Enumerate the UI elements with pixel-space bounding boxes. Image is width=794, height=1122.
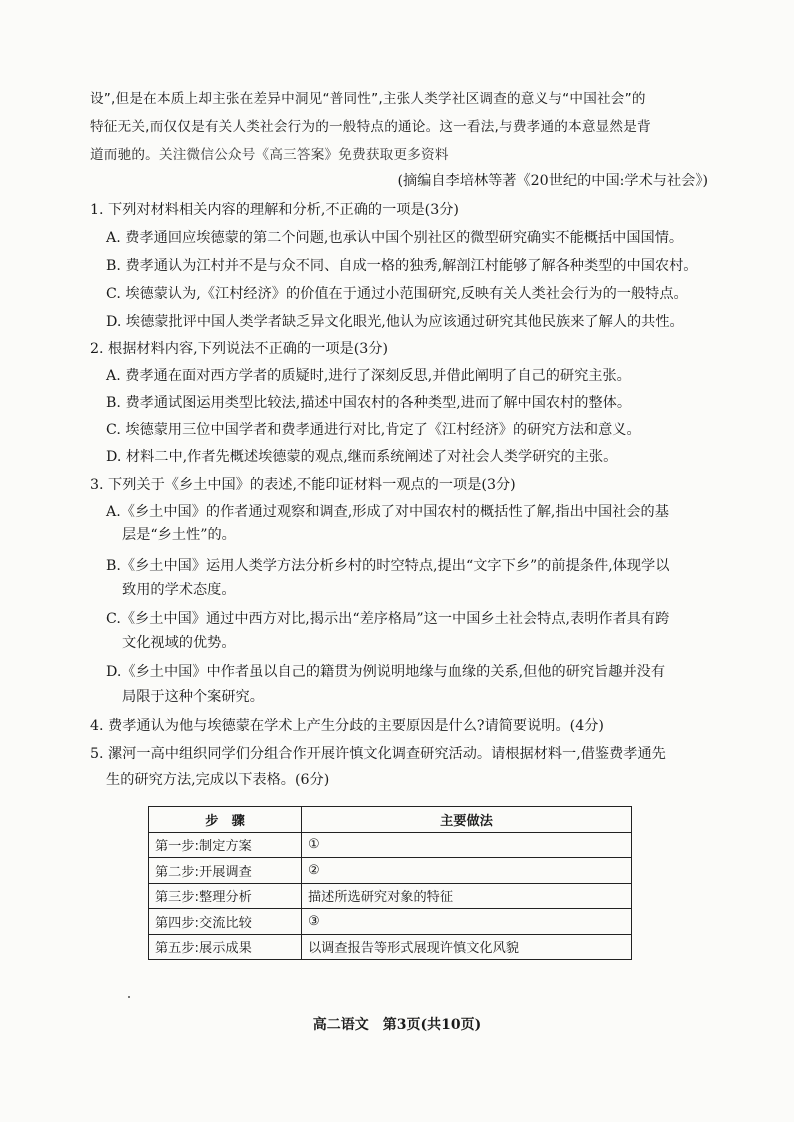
source-citation: (摘编自李培林等著《20世纪的中国:学术与社会》)	[397, 173, 708, 189]
question-1-option-c: C. 埃德蒙认为,《江村经济》的价值在于通过小范围研究,反映有关人类社会行为的一般特点。	[106, 286, 688, 302]
question-2-option-d: D. 材料二中,作者先概述埃德蒙的观点,继而系统阐述了对社会人类学研究的主张。	[106, 449, 618, 465]
method-cell: ②	[302, 858, 632, 884]
method-cell: ①	[302, 832, 632, 858]
question-2-option-a: A. 费孝通在面对西方学者的质疑时,进行了深刻反思,并借此阐明了自己的研究主张。	[106, 368, 631, 384]
step-cell: 第二步:开展调查	[149, 858, 302, 884]
question-5-stem-line2: 生的研究方法,完成以下表格。(6分)	[106, 772, 330, 788]
table-row	[149, 934, 632, 960]
step-cell: 第四步:交流比较	[149, 909, 302, 935]
question-3-option-d-line2: 局限于这种个案研究。	[122, 689, 264, 705]
question-1-option-b: B. 费孝通认为江村并不是与众不同、自成一格的独秀,解剖江村能够了解各种类型的中国农村。	[106, 258, 698, 274]
question-2-option-c: C. 埃德蒙用三位中国学者和费孝通进行对比,肯定了《江村经济》的研究方法和意义。	[106, 422, 641, 438]
table-row	[149, 858, 632, 884]
question-5-stem-line1: 5. 漯河一高中组织同学们分组合作开展许慎文化调查研究活动。请根据材料一,借鉴费孝通先	[90, 746, 666, 762]
table-header-row	[149, 807, 632, 833]
research-steps-table	[148, 806, 632, 960]
method-cell: ③	[302, 909, 632, 935]
question-3-option-a-line2: 层是“乡土性”的。	[122, 527, 236, 543]
scan-speck	[128, 996, 130, 998]
question-3-option-b-line2: 致用的学术态度。	[122, 582, 236, 598]
question-3-option-b-line1: B.《乡土中国》运用人类学方法分析乡村的时空特点,提出“文字下乡”的前提条件,体现学以	[106, 558, 670, 574]
question-1-option-a: A. 费孝通回应埃德蒙的第二个问题,也承认中国个别社区的微型研究确实不能概括中国国情。	[106, 230, 684, 246]
step-cell: 第五步:展示成果	[149, 934, 302, 960]
wechat-notice: 关注微信公众号《高三答案》免费获取更多资料	[158, 147, 449, 163]
question-3-option-d-line1: D.《乡土中国》中作者虽以自己的籍贯为例说明地缘与血缘的关系,但他的研究旨趣并没有	[106, 664, 666, 680]
question-4-stem: 4. 费孝通认为他与埃德蒙在学术上产生分歧的主要原因是什么?请简要说明。(4分)	[90, 718, 604, 734]
table-row	[149, 883, 632, 909]
method-cell: 描述所选研究对象的特征	[302, 883, 632, 909]
table-row	[149, 832, 632, 858]
intro-line-2: 特征无关,而仅仅是有关人类社会行为的一般特点的通论。这一看法,与费孝通的本意显然是背	[90, 119, 651, 135]
intro-line-3	[90, 145, 449, 165]
question-3-stem: 3. 下列关于《乡土中国》的表述,不能印证材料一观点的一项是(3分)	[90, 477, 516, 493]
table-row	[149, 909, 632, 935]
method-cell: 以调查报告等形式展现许慎文化风貌	[302, 934, 632, 960]
question-3-option-c-line2: 文化视域的优势。	[122, 635, 236, 651]
question-3-option-c-line1: C.《乡土中国》通过中西方对比,揭示出“差序格局”这一中国乡土社会特点,表明作者具有跨	[106, 611, 670, 627]
step-cell: 第三步:整理分析	[149, 883, 302, 909]
question-2-option-b: B. 费孝通试图运用类型比较法,描述中国农村的各种类型,进而了解中国农村的整体。	[106, 395, 632, 411]
question-1-stem: 1. 下列对材料相关内容的理解和分析,不正确的一项是(3分)	[90, 202, 459, 218]
intro-line-3-text: 道而驰的。	[90, 147, 159, 163]
page-footer: 高二语文 第3页(共10页)	[312, 1017, 482, 1033]
question-3-option-a-line1: A.《乡土中国》的作者通过观察和调查,形成了对中国农村的概括性了解,指出中国社会的基	[106, 504, 669, 520]
question-2-stem: 2. 根据材料内容,下列说法不正确的一项是(3分)	[90, 341, 389, 357]
step-cell: 第一步:制定方案	[149, 832, 302, 858]
header-steps: 步 骤	[149, 807, 302, 833]
question-1-option-d: D. 埃德蒙批评中国人类学者缺乏异文化眼光,他认为应该通过研究其他民族来了解人的共性。	[106, 314, 684, 330]
intro-line-1: 设”,但是在本质上却主张在差异中洞见“普同性”,主张人类学社区调查的意义与“中国社会”的	[90, 91, 646, 107]
header-methods: 主要做法	[302, 807, 632, 833]
